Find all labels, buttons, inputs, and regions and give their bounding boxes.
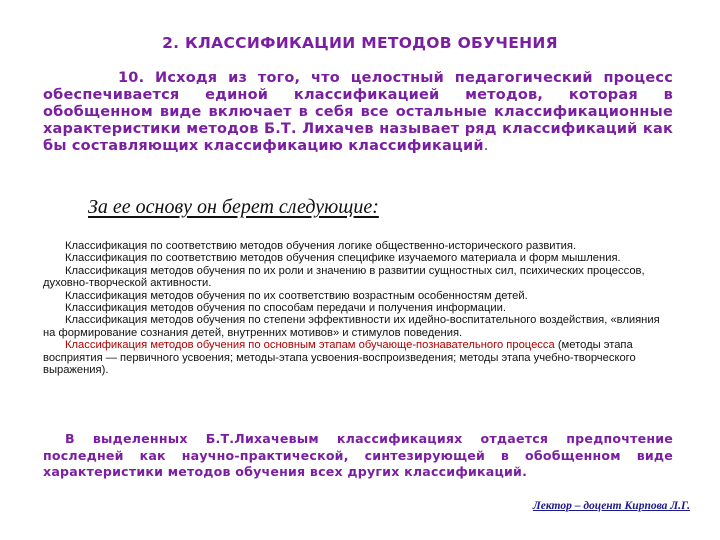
list-item: Классификация методов обучения по степени эффективности их идейно-воспитательного воздействия, «влияния на формирование сознания детей, внутренних мотивов» и стимулов поведения. [43,314,660,339]
list-item: Классификация по соответствию методов обучения специфике изучаемого материала и форм мышления. [65,252,621,265]
classification-list [43,240,668,376]
conclusion-paragraph: В выделенных Б.Т.Лихачевым классификациях отдается предпочтение последней как научно-практической, синтезирующей в обобщенном виде характеристики методов обучения всех других классификаций. [43,431,673,479]
list-item: Классификация методов обучения по их роли и значению в развитии сущностных сил, психических процессов, духовно-творческой активности. [43,264,645,290]
list-item-highlighted [43,339,668,376]
intro-end: . [483,138,489,154]
intro-text: 10. Исходя из того, что целостный педагогический процесс обеспечивается единой классификацией методов, которая в обобщенном виде включает в себя все остальные классификационные характеристики методов Б.Т. Лихачев называет ряд классификаций как бы составляющих классификацию классификаций [43,70,673,154]
slide-title: 2. КЛАССИФИКАЦИИ МЕТОДОВ ОБУЧЕНИЯ [162,34,558,52]
intro-paragraph [43,70,673,155]
list-item: Классификация методов обучения по способам передачи и получения информации. [65,302,506,315]
subheading: За ее основу он берет следующие: [88,196,379,218]
highlighted-text: Классификация методов обучения по основным этапам обучающе-познавательного процесса [65,339,555,352]
item-rest-text: (методы этапа восприятия — первичного усвоения; методы-этапа усвоения-воспроизведения; методы этапа учебно-творческого выражения). [43,339,636,377]
lecturer-credit: Лектор – доцент Кирпова Л.Г. [532,500,690,512]
list-item: Классификация методов обучения по их соответствию возрастным особенностям детей. [65,289,528,302]
list-item: Классификация по соответствию методов обучения логике общественно-исторического развития. [65,240,577,252]
